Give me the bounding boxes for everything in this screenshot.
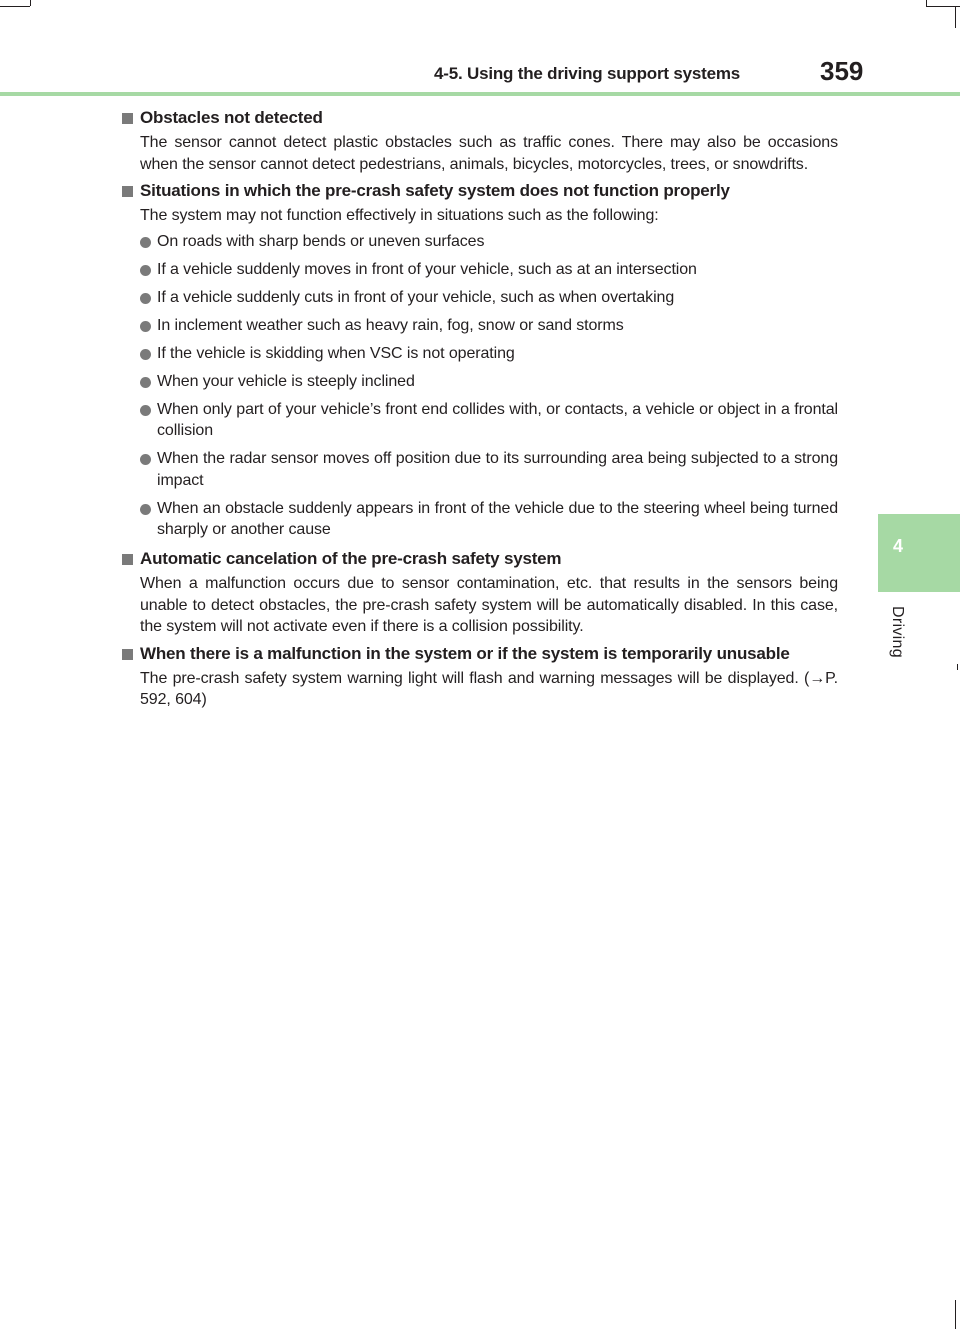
section-automatic-cancelation <box>120 547 838 638</box>
square-bullet-icon <box>122 649 133 660</box>
list-item-text: If a vehicle suddenly cuts in front of your vehicle, such as when overtaking <box>157 288 675 306</box>
list-item <box>120 371 838 393</box>
list-item <box>120 315 838 337</box>
page-content <box>120 106 838 715</box>
situation-list <box>120 231 838 541</box>
section-heading-text: Situations in which the pre-crash safety system does not function properly <box>140 181 730 200</box>
square-bullet-icon <box>122 554 133 565</box>
chapter-tab <box>878 514 960 592</box>
list-item-text: When an obstacle suddenly appears in front of the vehicle due to the steering wheel being turned sharply or another cause <box>157 499 838 538</box>
circle-bullet-icon <box>140 293 151 304</box>
section-heading-text: When there is a malfunction in the system or if the system is temporarily unusable <box>140 643 790 663</box>
section-paragraph: The sensor cannot detect plastic obstacles such as traffic cones. There may also be occasions when the sensor cannot detect pedestrians, animals, bicycles, motorcycles, trees, or snowdrifts. <box>140 134 838 173</box>
circle-bullet-icon <box>140 454 151 465</box>
section-heading <box>120 547 838 571</box>
header-rule <box>0 92 960 96</box>
list-item <box>120 448 838 491</box>
section-heading <box>120 106 838 130</box>
page-number: 359 <box>820 56 864 86</box>
section-heading-text: Obstacles not detected <box>140 108 323 127</box>
list-item-text: On roads with sharp bends or uneven surfaces <box>157 232 485 250</box>
circle-bullet-icon <box>140 504 151 515</box>
circle-bullet-icon <box>140 237 151 248</box>
list-item <box>120 343 838 365</box>
section-obstacles-not-detected <box>120 106 838 175</box>
chapter-number: 4 <box>892 536 903 556</box>
circle-bullet-icon <box>140 405 151 416</box>
square-bullet-icon <box>122 113 133 124</box>
section-paragraph: The pre-crash safety system warning light will flash and warning messages will be displayed. (→P. 592, 604) <box>140 669 838 708</box>
circle-bullet-icon <box>140 349 151 360</box>
section-malfunction <box>120 642 838 711</box>
list-item <box>120 231 838 253</box>
list-item-text: When only part of your vehicle’s front end collides with, or contacts, a vehicle or object in a frontal collision <box>157 400 838 439</box>
page-header <box>0 0 960 96</box>
list-item-text: When the radar sensor moves off position due to its surrounding area being subjected to a strong impact <box>157 450 838 489</box>
section-paragraph: The system may not function effectively in situations such as the following: <box>140 207 659 224</box>
chapter-label-container <box>870 606 930 666</box>
list-item-text: When your vehicle is steeply inclined <box>157 372 415 390</box>
list-item <box>120 399 838 442</box>
circle-bullet-icon <box>140 321 151 332</box>
section-paragraph: When a malfunction occurs due to sensor contamination, etc. that results in the sensors being unable to detect obstacles, the pre-crash safety system will be automatically disabled. In this case, the system will not activate even if there is a collision possibility. <box>140 575 838 635</box>
section-situations-not-function <box>120 179 838 541</box>
list-item-text: If the vehicle is skidding when VSC is not operating <box>157 344 515 362</box>
section-heading <box>120 642 838 666</box>
square-bullet-icon <box>122 186 133 197</box>
list-item-text: In inclement weather such as heavy rain, fog, snow or sand storms <box>157 316 624 334</box>
list-item <box>120 259 838 281</box>
crop-mark-bottom-right-v <box>955 1300 956 1329</box>
circle-bullet-icon <box>140 265 151 276</box>
header-section-title: 4-5. Using the driving support systems <box>434 64 741 83</box>
circle-bullet-icon <box>140 377 151 388</box>
section-heading-text: Automatic cancelation of the pre-crash safety system <box>140 549 562 568</box>
list-item <box>120 498 838 541</box>
list-item-text: If a vehicle suddenly moves in front of your vehicle, such as at an intersection <box>157 260 697 278</box>
list-item <box>120 287 838 309</box>
chapter-label: Driving <box>889 606 906 658</box>
section-heading <box>120 179 838 203</box>
crop-mark-mid-right <box>957 664 958 670</box>
